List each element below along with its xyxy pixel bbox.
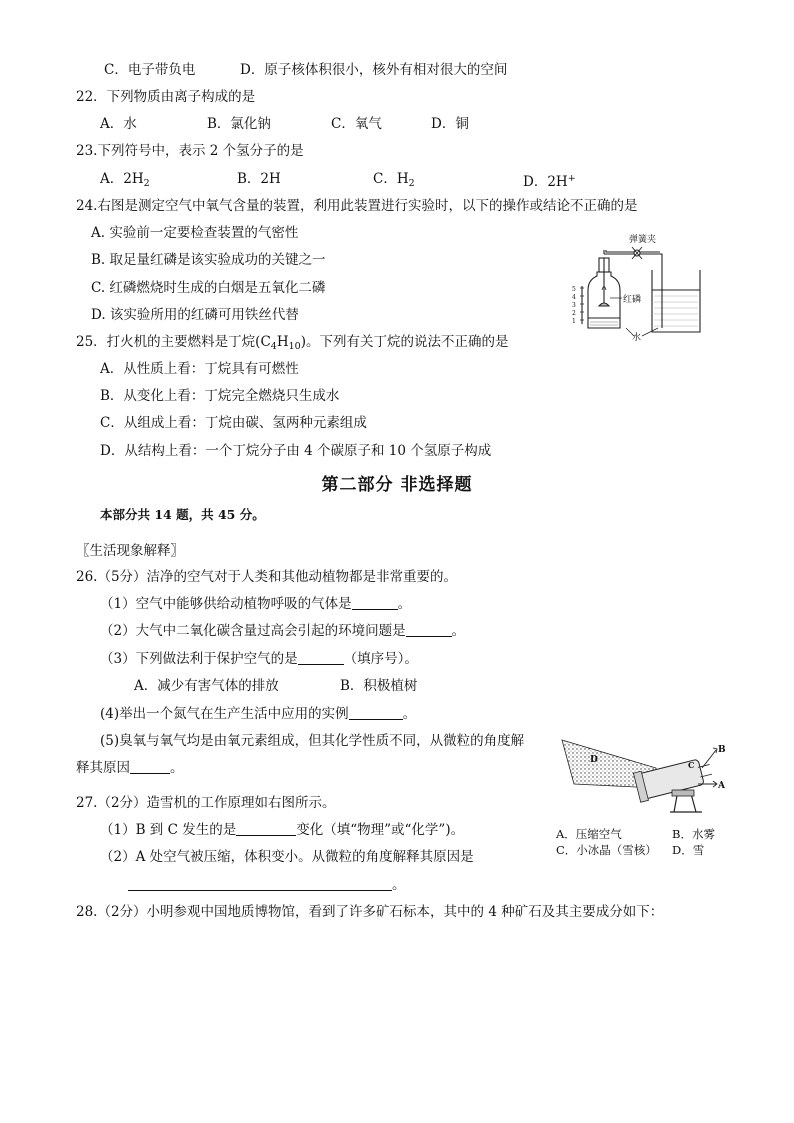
q25-option-b: B．从变化上看：丁烷完全燃烧只生成水 bbox=[100, 388, 340, 404]
q27-stem: 27.（2分）造雪机的工作原理如右图所示。 bbox=[76, 795, 336, 811]
label-d: D bbox=[590, 755, 598, 765]
q21-option-d: D．原子核体积很小，核外有相对很大的空间 bbox=[240, 62, 508, 78]
answer-blank[interactable] bbox=[130, 760, 170, 774]
q26-sub5-line1: (5)臭氧与氧气均是由氧元素组成，但其化学性质不同，从微粒的角度解 bbox=[100, 733, 525, 749]
q23-option-c: C．$H_2$ bbox=[373, 171, 415, 189]
q22-option-a: A．水 bbox=[100, 116, 137, 132]
q23-option-b: B．2H bbox=[237, 171, 281, 187]
scale-mark: 5 bbox=[572, 286, 576, 293]
q26-sub1: （1）空气中能够供给动植物呼吸的气体是 。 bbox=[100, 596, 412, 612]
q23-stem: 23.下列符号中，表示 2 个氢分子的是 bbox=[76, 143, 304, 159]
answer-blank[interactable] bbox=[406, 623, 452, 637]
scale-mark: 4 bbox=[572, 294, 576, 301]
q26-sub5-line2: 释其原因 。 bbox=[76, 760, 184, 776]
q27-sub2: （2）A 处空气被压缩，体积变小。从微粒的角度解释其原因是 bbox=[100, 849, 474, 865]
q23-option-d: D．2H+ bbox=[523, 173, 576, 190]
legend-d: D．雪 bbox=[672, 843, 705, 857]
q26-sub3-option-b: B．积极植树 bbox=[340, 678, 418, 694]
answer-blank[interactable] bbox=[349, 706, 403, 720]
q26-sub3: （3）下列做法利于保护空气的是 （填序号）。 bbox=[100, 651, 418, 667]
q26-sub3-option-a: A．减少有害气体的排放 bbox=[134, 678, 279, 694]
answer-blank[interactable] bbox=[352, 596, 398, 610]
q25-option-d: D．从结构上看：一个丁烷分子由 4 个碳原子和 10 个氢原子构成 bbox=[100, 443, 492, 459]
legend-b: B．水雾 bbox=[672, 827, 715, 841]
oxygen-measurement-apparatus-figure bbox=[566, 228, 711, 343]
part2-title: 第二部分 非选择题 bbox=[321, 475, 473, 495]
q22-stem: 22．下列物质由离子构成的是 bbox=[76, 89, 256, 105]
part2-note: 本部分共 14 题，共 45 分。 bbox=[100, 507, 265, 522]
q27-sub2-answer: 。 bbox=[128, 876, 406, 894]
q22-option-b: B．氯化钠 bbox=[207, 116, 271, 132]
q24-option-d: D. 该实验所用的红磷可用铁丝代替 bbox=[91, 307, 299, 323]
scale-mark: 1 bbox=[572, 318, 576, 325]
scale-mark: 3 bbox=[572, 302, 576, 309]
scale-mark: 2 bbox=[572, 310, 576, 317]
answer-blank[interactable] bbox=[128, 877, 392, 891]
q24-option-b: B. 取足量红磷是该实验成功的关键之一 bbox=[91, 252, 326, 268]
q25-option-a: A．从性质上看：丁烷具有可燃性 bbox=[100, 361, 299, 377]
legend-c: C．小冰晶（雪核） bbox=[556, 843, 657, 857]
q22-option-d: D．铜 bbox=[431, 116, 469, 132]
q23-option-a: A．$2H_2$ bbox=[100, 171, 150, 189]
section-heading: 〖生活现象解释〗 bbox=[76, 543, 184, 559]
label-c: C bbox=[688, 760, 695, 770]
q28-stem: 28.（2分）小明参观中国地质博物馆，看到了许多矿石标本，其中的 4 种矿石及其主要成分如下： bbox=[76, 904, 664, 920]
q25-stem: 25．打火机的主要燃料是丁烷$(C_4H_{10})$。下列有关丁烷的说法不正确的是 bbox=[76, 334, 509, 352]
q26-stem: 26.（5分）洁净的空气对于人类和其他动植物都是非常重要的。 bbox=[76, 569, 458, 585]
q22-option-c: C．氧气 bbox=[331, 116, 382, 132]
q24-option-a: A. 实验前一定要检查装置的气密性 bbox=[91, 225, 299, 241]
q26-sub4: (4)举出一个氮气在生产生活中应用的实例 。 bbox=[100, 706, 417, 722]
q27-sub1: （1）B 到 C 发生的是 变化（填“物理”或“化学”)。 bbox=[100, 822, 465, 838]
q24-stem: 24.右图是测定空气中氧气含量的装置，利用此装置进行实验时，以下的操作或结论不正确的是 bbox=[76, 198, 638, 214]
q25-option-c: C．从组成上看：丁烷由碳、氢两种元素组成 bbox=[100, 415, 367, 431]
label-b: B bbox=[718, 745, 726, 755]
q26-sub2: （2）大气中二氧化碳含量过高会引起的环境问题是 。 bbox=[100, 623, 466, 639]
q24-option-c: C. 红磷燃烧时生成的白烟是五氧化二磷 bbox=[91, 280, 326, 296]
answer-blank[interactable] bbox=[236, 822, 296, 836]
red-phosphorus-label: 红磷 bbox=[623, 295, 642, 305]
legend-a: A．压缩空气 bbox=[556, 827, 622, 841]
clamp-label: 弹簧夹 bbox=[629, 235, 657, 245]
q21-option-c: C．电子带负电 bbox=[104, 62, 196, 78]
answer-blank[interactable] bbox=[298, 651, 344, 665]
snow-machine-figure bbox=[560, 728, 728, 826]
water-label: 水 bbox=[632, 333, 642, 343]
label-a: A bbox=[718, 781, 725, 791]
